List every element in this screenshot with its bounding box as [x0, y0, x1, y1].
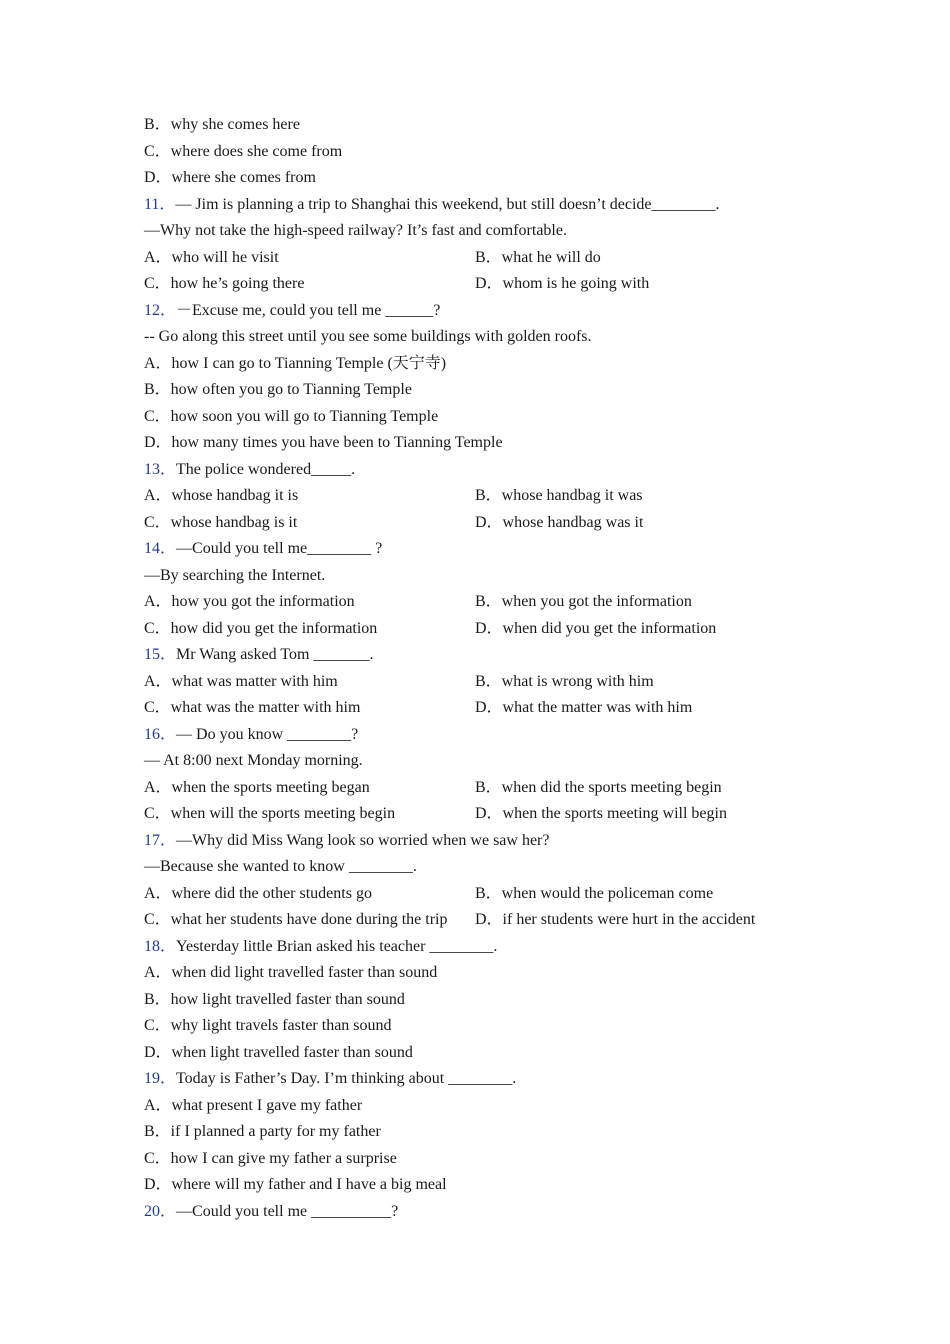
question-text: －Excuse me, could you tell me ______?	[176, 301, 441, 319]
question-number: 16．	[144, 725, 177, 743]
answer-option: C．what was the matter with him	[144, 699, 361, 716]
question-number: 12．	[144, 301, 177, 319]
answer-option: B．how often you go to Tianning Temple	[144, 381, 412, 398]
worksheet-page	[144, 112, 824, 1225]
question-text: — Jim is planning a trip to Shanghai this weekend, but still doesn’t decide________.	[175, 195, 720, 213]
question-text: —Could you tell me __________?	[176, 1202, 399, 1220]
option-row	[144, 775, 824, 802]
answer-option: A．how you got the information	[144, 593, 355, 610]
question-stem	[144, 1066, 824, 1093]
option-row	[144, 695, 824, 722]
dialogue-line: —Because she wanted to know ________.	[144, 858, 417, 875]
option-line: B．why she comes here	[144, 116, 300, 133]
question-stem	[144, 722, 824, 749]
option-row	[144, 669, 824, 696]
option-row	[144, 881, 824, 908]
question-text: Yesterday little Brian asked his teacher ________.	[176, 937, 498, 955]
question-number: 20．	[144, 1202, 177, 1220]
answer-option: B．when did the sports meeting begin	[475, 778, 722, 796]
question-text: Mr Wang asked Tom _______.	[176, 646, 374, 663]
answer-option: A．when did light travelled faster than sound	[144, 964, 438, 981]
answer-option: A．whose handbag it is	[144, 487, 299, 504]
answer-option: D．when the sports meeting will begin	[475, 805, 727, 822]
answer-option: D．when did you get the information	[475, 619, 717, 637]
option-line: C．where does she come from	[144, 142, 343, 160]
answer-option: C．why light travels faster than sound	[144, 1017, 392, 1034]
question-number: 17．	[144, 831, 177, 849]
answer-option: C．how did you get the information	[144, 619, 378, 637]
question-text: —Could you tell me________ ?	[176, 540, 383, 557]
answer-option: A．where did the other students go	[144, 884, 372, 902]
answer-option: D．what the matter was with him	[475, 699, 693, 716]
option-row	[144, 271, 824, 298]
question-stem	[144, 642, 824, 669]
answer-option: C．when will the sports meeting begin	[144, 805, 396, 822]
question-number: 11．	[144, 195, 176, 213]
question-text: —Why did Miss Wang look so worried when we saw her?	[176, 831, 550, 849]
answer-option: B．what he will do	[475, 248, 601, 266]
answer-option: A．what was matter with him	[144, 672, 338, 690]
answer-option: B．how light travelled faster than sound	[144, 990, 405, 1008]
answer-option: B．what is wrong with him	[475, 672, 654, 690]
answer-option: C．how he’s going there	[144, 275, 305, 292]
answer-option: D．where will my father and I have a big meal	[144, 1176, 447, 1193]
option-line: D．where she comes from	[144, 169, 316, 186]
answer-option: C．how soon you will go to Tianning Temple	[144, 407, 439, 425]
answer-option: A．how I can go to Tianning Temple (天宁寺)	[144, 354, 447, 372]
answer-option: B．when you got the information	[475, 593, 692, 610]
option-row	[144, 907, 824, 934]
answer-option: D．whom is he going with	[475, 275, 650, 292]
option-row	[144, 589, 824, 616]
question-number: 18．	[144, 937, 177, 955]
answer-option: D．whose handbag was it	[475, 513, 644, 531]
question-number: 19．	[144, 1070, 177, 1087]
dialogue-line: —Why not take the high-speed railway? It’s fast and comfortable.	[144, 222, 567, 239]
answer-option: A．when the sports meeting began	[144, 778, 370, 796]
answer-option: C．how I can give my father a surprise	[144, 1149, 397, 1167]
question-text: Today is Father’s Day. I’m thinking about ________.	[176, 1070, 517, 1087]
question-text: — Do you know ________?	[176, 725, 359, 743]
answer-option: B．whose handbag it was	[475, 487, 643, 504]
answer-option: D．if her students were hurt in the accident	[475, 911, 756, 928]
question-text: The police wondered_____.	[176, 460, 356, 478]
dialogue-line: — At 8:00 next Monday morning.	[144, 752, 363, 769]
question-number: 15．	[144, 646, 177, 663]
option-row	[144, 245, 824, 272]
answer-option: B．when would the policeman come	[475, 884, 714, 902]
option-row	[144, 483, 824, 510]
option-row	[144, 616, 824, 643]
answer-option: C．what her students have done during the trip	[144, 911, 448, 928]
dialogue-line: -- Go along this street until you see some buildings with golden roofs.	[144, 328, 592, 345]
answer-option: A．who will he visit	[144, 248, 279, 266]
dialogue-line: —By searching the Internet.	[144, 566, 326, 584]
answer-option: A．what present I gave my father	[144, 1096, 363, 1114]
option-row	[144, 510, 824, 537]
question-number: 13．	[144, 460, 177, 478]
question-stem	[144, 828, 824, 855]
question-stem	[144, 934, 824, 961]
question-number: 14．	[144, 540, 177, 557]
answer-option: B．if I planned a party for my father	[144, 1123, 381, 1140]
question-stem	[144, 298, 824, 325]
question-stem	[144, 192, 824, 219]
option-row	[144, 801, 824, 828]
answer-option: D．how many times you have been to Tianning Temple	[144, 434, 503, 451]
answer-option: D．when light travelled faster than sound	[144, 1043, 413, 1061]
question-stem	[144, 536, 824, 563]
answer-option: C．whose handbag is it	[144, 513, 298, 531]
question-stem	[144, 457, 824, 484]
question-stem	[144, 1199, 824, 1226]
